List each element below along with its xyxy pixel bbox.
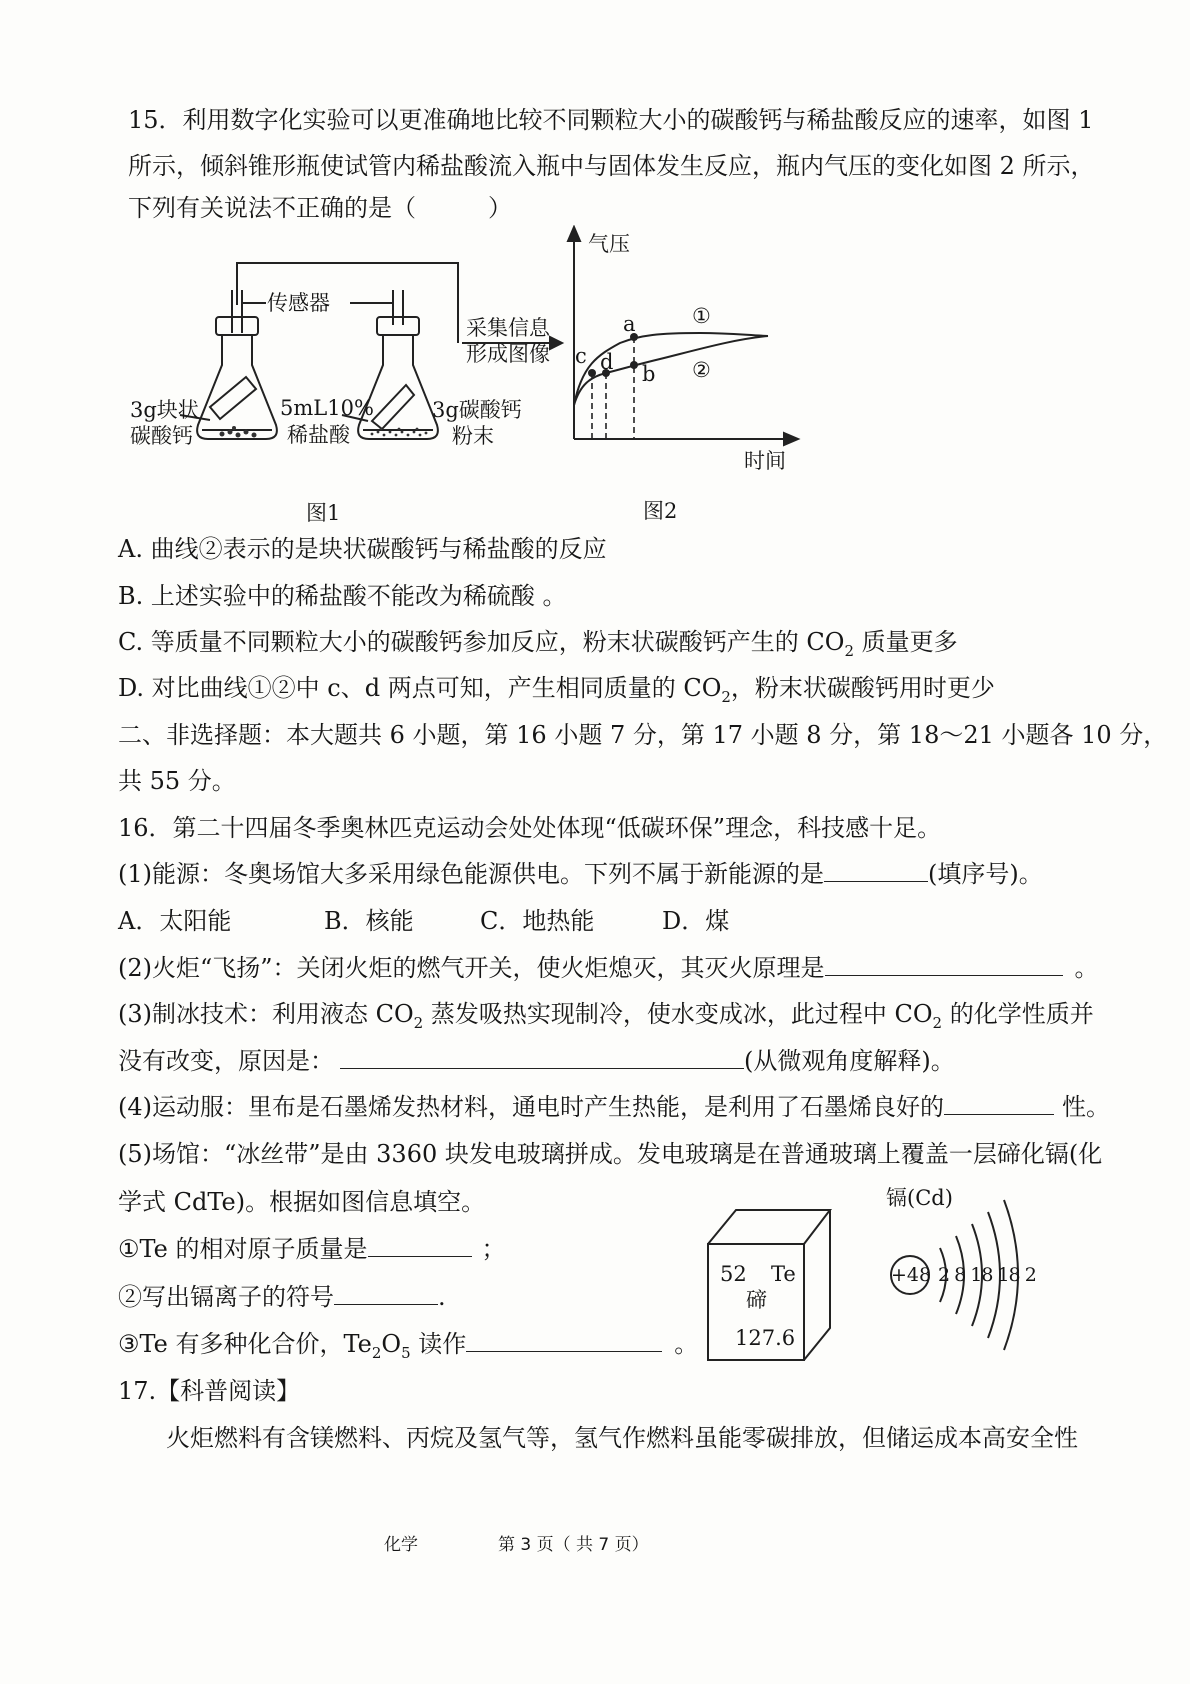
- figure-1-caption: 图1: [306, 501, 341, 525]
- answer-blank-2[interactable]: [825, 953, 1063, 976]
- te-symbol: Te: [771, 1262, 796, 1286]
- q16-part-1: (1)能源：冬奥场馆大多采用绿色能源供电。下列不属于新能源的是 (填序号)。: [118, 860, 1043, 888]
- q15-option-d: D. 对比曲线①②中 c、d 两点可知，产生相同质量的 $CO_2$，粉末状碳酸钙用时更少: [118, 674, 995, 706]
- answer-blank-3[interactable]: [340, 1046, 744, 1069]
- figure-2-graph: [560, 225, 810, 470]
- right-flask-label-1: 3g碳酸钙: [432, 398, 522, 422]
- q16-part-3-line-2: 没有改变，原因是： (从微观角度解释)。: [118, 1047, 955, 1075]
- graph-x-label: 时间: [744, 449, 786, 473]
- section-2-header-2: 共 55 分。: [118, 767, 236, 795]
- q16-option-b: B．核能: [324, 907, 414, 935]
- sensor-label: 传感器: [267, 291, 330, 315]
- q16-part-4: (4)运动服：里布是石墨烯发热材料，通电时产生热能，是利用了石墨烯良好的 性。: [118, 1093, 1110, 1121]
- figure-2-caption: 图2: [643, 499, 678, 523]
- arrow-label-1: 采集信息: [466, 316, 550, 340]
- q16-part-5-line-2: 学式 CdTe)。根据如图信息填空。: [118, 1188, 486, 1216]
- label-a: a: [623, 312, 636, 336]
- footer-subject: 化学: [384, 1535, 418, 1555]
- right-flask-label-2: 粉末: [452, 424, 494, 448]
- graph-y-label: 气压: [588, 232, 630, 256]
- arrow-label-2: 形成图像: [466, 342, 550, 366]
- label-d: d: [600, 350, 614, 374]
- answer-blank-5[interactable]: [368, 1234, 472, 1257]
- answer-blank-7[interactable]: [466, 1329, 662, 1352]
- acid-label-1: 5mL10%: [280, 396, 374, 420]
- te-name: 碲: [746, 1288, 767, 1312]
- q15-option-a: A. 曲线②表示的是块状碳酸钙与稀盐酸的反应: [118, 535, 607, 563]
- te-atomic-number: 52: [720, 1262, 747, 1286]
- q15-stem-line-2: 所示，倾斜锥形瓶使试管内稀盐酸流入瓶中与固体发生反应，瓶内气压的变化如图 2 所示，: [128, 152, 1095, 180]
- q16-part-5-line-1: (5)场馆：“冰丝带”是由 3360 块发电玻璃拼成。发电玻璃是在普通玻璃上覆盖一层碲化镉(化: [118, 1140, 1103, 1168]
- q16-stem: 16．第二十四届冬季奥林匹克运动会处处体现“低碳环保”理念，科技感十足。: [118, 814, 942, 842]
- q16-sub-2: ②写出镉离子的符号 .: [118, 1283, 446, 1311]
- te-atomic-mass: 127.6: [735, 1326, 796, 1350]
- q17-paragraph: 火炬燃料有含镁燃料、丙烷及氢气等，氢气作燃料虽能零碳排放，但储运成本高安全性: [166, 1424, 1078, 1452]
- curve-1-label: ①: [692, 304, 711, 328]
- footer-page-number: 第 3 页（ 共 7 页）: [498, 1535, 649, 1555]
- q16-option-a: A．太阳能: [118, 907, 232, 935]
- q16-part-3-line-1: (3)制冰技术：利用液态 $CO_2$ 蒸发吸热实现制冷，使水变成冰，此过程中 $CO_2$ 的化学性质并: [118, 1000, 1094, 1032]
- q15-option-b: B. 上述实验中的稀盐酸不能改为稀硫酸 。: [118, 582, 567, 610]
- q16-sub-3: ③Te 有多种化合价，$Te_2O_5$ 读作 。: [118, 1330, 699, 1362]
- answer-blank-4[interactable]: [944, 1092, 1054, 1115]
- q15-stem-line-3: 下列有关说法不正确的是（ ）: [128, 194, 512, 222]
- answer-blank-1[interactable]: [824, 859, 928, 882]
- point-b: [630, 361, 638, 369]
- cd-nucleus-charge: +48: [891, 1264, 932, 1286]
- curve-2-label: ②: [692, 358, 711, 382]
- label-c: c: [575, 344, 587, 368]
- acid-label-2: 稀盐酸: [287, 423, 350, 447]
- answer-blank-6[interactable]: [334, 1282, 438, 1305]
- q16-sub-1: ①Te 的相对原子质量是 ；: [118, 1235, 506, 1263]
- cd-title: 镉(Cd): [886, 1186, 953, 1210]
- cd-shell-electrons: 2 8 18 18 2: [938, 1264, 1036, 1286]
- q15-stem-line-1: 15．利用数字化实验可以更准确地比较不同颗粒大小的碳酸钙与稀盐酸反应的速率，如图 1: [128, 106, 1094, 134]
- point-c: [588, 369, 596, 377]
- label-b: b: [642, 362, 656, 386]
- q16-option-c: C．地热能: [480, 907, 595, 935]
- q15-option-c: C. 等质量不同颗粒大小的碳酸钙参加反应，粉末状碳酸钙产生的 $CO_2$ 质量更多: [118, 628, 958, 660]
- left-flask-label-1: 3g块状: [130, 398, 199, 422]
- q17-title: 17.【科普阅读】: [118, 1377, 301, 1405]
- q16-option-d: D．煤: [662, 907, 730, 935]
- left-flask-label-2: 碳酸钙: [130, 424, 193, 448]
- q16-part-2: (2)火炬“飞扬”：关闭火炬的燃气开关，使火炬熄灭，其灭火原理是 。: [118, 954, 1099, 982]
- section-2-header-1: 二、非选择题：本大题共 6 小题，第 16 小题 7 分，第 17 小题 8 分，第 18～21 小题各 10 分，: [118, 721, 1168, 749]
